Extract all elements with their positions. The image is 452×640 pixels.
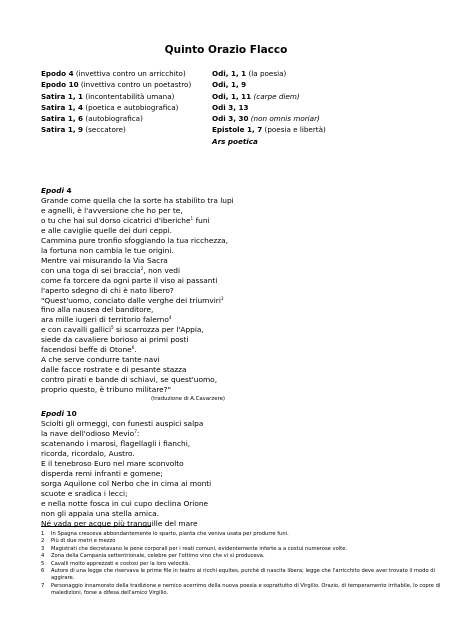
toc-ref: Satira 1, 6 <box>41 114 84 124</box>
verse-line <box>41 296 371 306</box>
verse-text-cont: si scarrozza per l'Appia, <box>113 325 204 335</box>
footnote-separator <box>41 526 151 527</box>
verse-line <box>41 469 371 479</box>
verse-line <box>41 375 371 385</box>
heading-number: 10 <box>63 409 77 418</box>
toc-desc: (poesia e libertà) <box>262 125 326 135</box>
verse-line <box>41 206 371 216</box>
footnote-text: Autore di una legge che riservava le prime file in teatro ai ricchi equites, purché di nascita libera; legge che l'arricchito deve aver trovato il modo di aggirare. <box>51 568 436 582</box>
verse-text: Né vada per acque più tranquille del mare <box>41 518 198 528</box>
verse-line <box>41 429 371 439</box>
verse-text: scuote e sradica i lecci; <box>41 488 128 498</box>
footnote-ref: 1 <box>190 215 194 221</box>
epodo4-poem <box>41 196 371 405</box>
verse-text: scatenando i marosi, flagellagli i fianchi, <box>41 438 191 448</box>
verse-text: l'aperto sdegno di chi è nato libero? <box>41 285 174 295</box>
verse-line <box>41 345 371 355</box>
verse-text: Cammina pure tronfio sfoggiando la tua ricchezza, <box>41 235 229 245</box>
toc-entry <box>212 136 442 147</box>
footnote-number: 3 <box>41 545 45 552</box>
verse-line <box>41 196 371 206</box>
toc-desc: (invettiva contro un poetastro) <box>78 80 192 90</box>
verse-line <box>41 256 371 266</box>
footnote-text: Personaggio innamorato della tradizione e nemico acerrimo della nuova poesia e soprattutto di Virgilio. Orazio, di temperamento irritabile, lo copre di maledizioni, forse a difesa dell'amico Virgilio. <box>51 582 441 597</box>
toc-entry <box>212 68 442 79</box>
verse-line <box>41 499 371 509</box>
footnote-number: 2 <box>41 538 45 545</box>
verse-text: E il tenebroso Euro nel mare sconvolto <box>41 458 184 468</box>
verse-text-cont: : <box>136 428 140 438</box>
verse-line <box>41 286 371 296</box>
verse-text: ara mille iugeri di territorio falerno <box>41 315 169 325</box>
verse-text: Mentre vai misurando la Via Sacra <box>41 255 168 265</box>
footnote-text: Magistrati che decretavano le pene corporali per i reati comuni, evidentemente inferte a a costui numerose volte. <box>51 545 348 552</box>
verse-line <box>41 479 371 489</box>
verse-text: non gli appaia una stella amica. <box>41 508 160 518</box>
toc-desc: (incontentabilità umana) <box>83 91 175 101</box>
toc-ref: Odi, 1, 1 <box>212 69 247 78</box>
verse-line <box>41 305 371 315</box>
toc-right-column <box>212 68 442 147</box>
verse-text: Grande come quella che la sorte ha stabilito tra lupi <box>41 196 234 205</box>
footnotes <box>41 531 441 598</box>
translation-credit: (traduzione di A.Cavarzere) <box>151 396 226 403</box>
verse-line <box>41 439 371 449</box>
verse-text-cont: , non vedi <box>143 265 180 275</box>
footnote <box>41 568 441 583</box>
footnote-ref: 4 <box>168 315 172 321</box>
toc-entry <box>212 79 442 90</box>
toc-ref: Odi 3, 30 <box>212 114 249 124</box>
footnote-ref: 5 <box>111 325 114 331</box>
verse-line <box>41 509 371 519</box>
toc-ref: Satira 1, 1 <box>41 91 84 101</box>
footnote <box>41 546 441 553</box>
verse-text: A che serve condurre tante navi <box>41 355 160 365</box>
toc-entry <box>41 124 211 135</box>
toc-ref: Satira 1, 9 <box>41 125 84 135</box>
verse-text: e agnelli, è l'avversione che ho per te, <box>41 205 183 215</box>
toc-desc: (la poesia) <box>246 69 287 78</box>
toc-entry <box>41 102 211 113</box>
verse-text: ricorda, ricordalo, Austro. <box>41 448 135 458</box>
toc-desc-italic: (carpe diem) <box>251 91 300 101</box>
verse-text: come fa torcere da ogni parte il viso ai passanti <box>41 275 218 285</box>
footnote <box>41 561 441 568</box>
toc-entry <box>212 113 442 124</box>
toc-entry <box>212 124 442 135</box>
verse-line <box>41 489 371 499</box>
toc-ref: Ars poetica <box>212 136 258 146</box>
verse-text: e alle caviglie quelle dei duri ceppi. <box>41 225 172 235</box>
verse-line <box>41 236 371 246</box>
toc-ref: Epodo 10 <box>41 80 79 90</box>
verse-text: la nave dell'odioso Mevio <box>41 428 135 438</box>
verse-text: Sciolti gli ormeggi, con funesti auspici salpa <box>41 419 204 428</box>
verse-text: facendosi beffe di Otone <box>41 345 132 355</box>
toc-desc: (poetica e autobiografica) <box>83 102 179 112</box>
epodo10-heading <box>41 409 77 418</box>
epodo10-poem <box>41 419 371 528</box>
verse-text: o tu che hai sul dorso cicatrici d'iberiche <box>41 215 191 225</box>
footnote-text: Zona della Campania settentrionale, celebre per l'ottimo vino che vi si produceva. <box>51 553 265 560</box>
verse-text: dalle facce rostrate e di pesante stazza <box>41 365 187 375</box>
toc-ref: Epistole 1, 7 <box>212 125 263 135</box>
verse-line <box>41 266 371 276</box>
epodo4-heading <box>41 186 72 195</box>
footnote-number: 1 <box>41 531 45 537</box>
verse-line <box>41 276 371 286</box>
toc-desc: (seccatore) <box>83 125 126 135</box>
toc-entry <box>212 102 442 113</box>
toc-desc: (invettiva contro un arricchito) <box>73 69 186 78</box>
verse-line <box>41 335 371 345</box>
toc-ref: Odi 3, 13 <box>212 102 249 112</box>
verse-line <box>41 355 371 365</box>
footnote-ref: 2 <box>140 265 144 271</box>
toc-entry <box>212 91 442 102</box>
page-title: Quinto Orazio Flacco <box>164 44 288 56</box>
toc-left-column <box>41 68 211 136</box>
footnote-ref: 7 <box>134 428 137 434</box>
footnote-text: In Spagna cresceva abbondantemente lo sparto, pianta che veniva usata per produrre funi. <box>51 531 289 537</box>
footnote-number: 5 <box>41 560 45 567</box>
verse-text: sorga Aquilone col Nerbo che in cima ai monti <box>41 478 212 488</box>
footnote-text: Cavalli molto apprezzati e costosi per la loro velocità. <box>51 560 190 567</box>
verse-text: con una toga di sei braccia <box>41 265 141 275</box>
footnote-text: Più di due metri e mezzo <box>51 538 116 545</box>
verse-line <box>41 419 371 429</box>
toc-entry <box>41 113 211 124</box>
verse-text-cont: . <box>134 345 137 355</box>
footnote <box>41 583 441 598</box>
verse-line <box>41 315 371 325</box>
verse-line <box>41 459 371 469</box>
verse-text: e nella notte fosca in cui cupo declina Orione <box>41 498 209 508</box>
toc-ref: Odi, 1, 9 <box>212 80 247 90</box>
toc-ref: Epodo 4 <box>41 69 74 78</box>
verse-text: la fortuna non cambia le tue origini. <box>41 245 174 255</box>
toc-ref: Odi, 1, 11 <box>212 91 252 101</box>
heading-word: Epodi <box>41 186 64 195</box>
verse-text-cont: funi <box>193 215 210 225</box>
verse-text: proprio questo, è tribuno militare?" <box>41 385 171 395</box>
verse-line <box>41 246 371 256</box>
toc-desc-italic: (non omnis moriar) <box>248 114 320 124</box>
verse-line <box>41 325 371 335</box>
toc-entry <box>41 68 211 79</box>
heading-number: 4 <box>63 186 72 195</box>
verse-line <box>41 216 371 226</box>
footnote-number: 6 <box>41 568 45 575</box>
footnote-ref: 6 <box>131 345 135 351</box>
verse-line <box>41 365 371 375</box>
verse-line <box>41 449 371 459</box>
verse-line <box>41 226 371 236</box>
verse-text: fino alla nausea del banditore, <box>41 305 154 315</box>
footnote-ref: 3 <box>220 295 224 301</box>
toc-entry <box>41 79 211 90</box>
verse-text: "Quest'uomo, conciato dalle verghe dei triumviri <box>41 295 221 305</box>
verse-text: e con cavalli gallici <box>41 325 112 335</box>
verse-text: disperda remi infranti e gomene; <box>41 468 163 478</box>
verse-text: contro pirati e bande di schiavi, se quest'uomo, <box>41 375 218 385</box>
toc-entry <box>41 91 211 102</box>
footnote-number: 7 <box>41 582 45 589</box>
toc-desc: (autobiografica) <box>83 114 143 124</box>
verse-text: siede da cavaliere borioso ai primi posti <box>41 335 189 345</box>
footnote <box>41 553 441 560</box>
toc-ref: Satira 1, 4 <box>41 102 84 112</box>
footnote-number: 4 <box>41 553 45 560</box>
heading-word: Epodi <box>41 409 64 418</box>
verse-line <box>41 385 371 395</box>
footnote <box>41 538 441 545</box>
